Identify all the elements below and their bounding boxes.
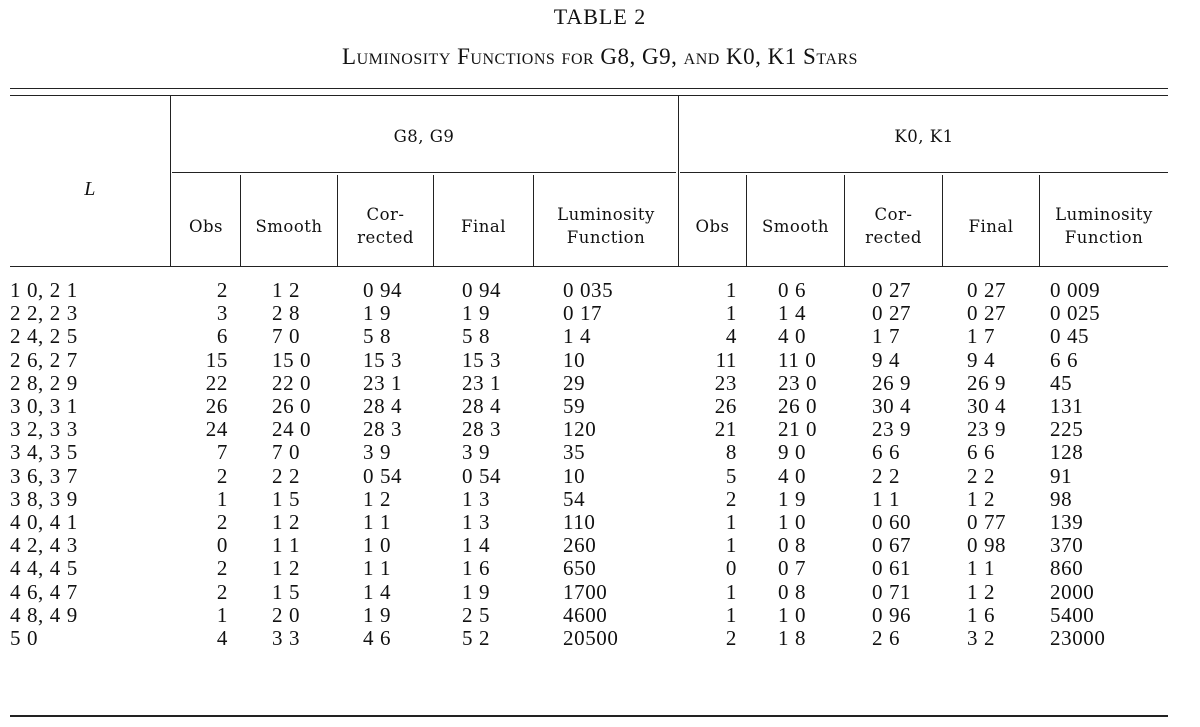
cell-k-final: 0 27 [967, 301, 1007, 326]
header-g-luminosity-line2: Function [566, 228, 646, 247]
cell-k-smooth: 1 4 [778, 301, 807, 326]
top-rule-2 [10, 95, 1168, 96]
cell-g-luminosity: 0 035 [563, 278, 614, 302]
cell-g-corrected: 1 9 [363, 602, 392, 627]
header-k-final: Final [968, 217, 1014, 236]
cell-k-obs: 1 [725, 278, 737, 302]
cell-k-smooth: 0 7 [778, 556, 807, 581]
cell-g-obs: 22 [205, 370, 228, 395]
cell-L: 2 8, 2 9 [10, 370, 78, 395]
cell-g-corrected: 1 9 [363, 301, 392, 326]
cell-g-corrected: 3 9 [363, 440, 392, 465]
header-g-smooth: Smooth [255, 217, 323, 236]
cell-g-final: 1 3 [462, 510, 491, 534]
cell-g-final: 23 1 [462, 370, 502, 395]
cell-k-luminosity: 91 [1050, 463, 1073, 488]
cell-k-smooth: 21 0 [778, 417, 818, 442]
table-row [0, 581, 1200, 604]
cell-k-corrected: 0 27 [872, 301, 912, 326]
cell-g-smooth: 1 1 [272, 533, 301, 558]
cell-g-corrected: 1 4 [363, 579, 392, 604]
cell-g-smooth: 2 8 [272, 301, 301, 326]
cell-k-corrected: 1 7 [872, 324, 901, 349]
cell-g-corrected: 28 3 [363, 417, 403, 442]
header-bottom-rule [10, 266, 1168, 267]
cell-g-smooth: 1 2 [272, 510, 301, 534]
cell-g-corrected: 15 3 [363, 347, 403, 372]
cell-k-corrected: 0 96 [872, 602, 912, 627]
cell-k-obs: 1 [725, 579, 737, 604]
header-g-final: Final [461, 217, 506, 236]
cell-g-final: 5 2 [462, 626, 491, 650]
header-g-corrected-line2: rected [357, 228, 414, 247]
cell-k-luminosity: 0 025 [1050, 301, 1101, 326]
cell-k-smooth: 0 6 [778, 278, 807, 302]
cell-g-smooth: 1 2 [272, 556, 301, 581]
cell-k-corrected: 23 9 [872, 417, 912, 442]
divider-L [170, 96, 171, 267]
cell-g-smooth: 26 0 [272, 394, 312, 418]
top-rule-1 [10, 88, 1168, 89]
cell-g-obs: 24 [205, 417, 228, 442]
cell-g-final: 15 3 [462, 347, 502, 372]
header-k-luminosity [1040, 203, 1168, 249]
cell-k-luminosity: 0 009 [1050, 278, 1101, 302]
cell-k-obs: 1 [725, 533, 737, 558]
cell-L: 3 4, 3 5 [10, 440, 78, 465]
cell-g-smooth: 1 5 [272, 579, 301, 604]
cell-k-smooth: 9 0 [778, 440, 807, 465]
cell-k-corrected: 0 61 [872, 556, 912, 581]
cell-k-luminosity: 128 [1050, 440, 1084, 465]
cell-k-final: 9 4 [967, 347, 996, 372]
cell-g-final: 1 6 [462, 556, 491, 581]
cell-k-luminosity: 6 6 [1050, 347, 1079, 372]
header-k-smooth: Smooth [761, 217, 830, 236]
cell-g-obs: 0 [216, 533, 228, 558]
cell-k-luminosity: 860 [1050, 556, 1084, 581]
table-row [0, 441, 1200, 464]
cell-g-corrected: 5 8 [363, 324, 392, 349]
cell-k-smooth: 23 0 [778, 370, 818, 395]
cell-g-luminosity: 110 [563, 510, 596, 534]
table-row [0, 627, 1200, 650]
cell-g-luminosity: 29 [563, 370, 586, 395]
cell-k-obs: 0 [725, 556, 737, 581]
table-row [0, 557, 1200, 580]
cell-k-obs: 1 [725, 301, 737, 326]
cell-k-luminosity: 139 [1050, 510, 1084, 534]
cell-k-corrected: 30 4 [872, 394, 912, 418]
cell-L: 2 4, 2 5 [10, 324, 78, 349]
cell-g-smooth: 22 0 [272, 370, 312, 395]
header-g-luminosity-line1: Luminosity [557, 205, 655, 224]
table-row [0, 349, 1200, 372]
cell-k-obs: 26 [714, 394, 737, 418]
header-g-corrected-line1: Cor- [366, 205, 405, 224]
cell-k-final: 2 2 [967, 463, 996, 488]
cell-k-luminosity: 225 [1050, 417, 1084, 442]
cell-k-final: 1 7 [967, 324, 996, 349]
cell-k-luminosity: 23000 [1050, 626, 1106, 650]
cell-g-obs: 1 [216, 486, 228, 511]
cell-k-smooth: 4 0 [778, 463, 807, 488]
header-group-g: G8, G9 [393, 127, 455, 146]
cell-g-smooth: 7 0 [272, 324, 301, 349]
cell-g-smooth: 7 0 [272, 440, 301, 465]
table-title: Luminosity Functions for G8, G9, and K0, K1 Stars [342, 44, 858, 69]
cell-g-luminosity: 1 4 [563, 324, 592, 349]
cell-k-final: 1 6 [967, 602, 996, 627]
cell-k-smooth: 1 0 [778, 510, 807, 534]
cell-k-final: 23 9 [967, 417, 1007, 442]
cell-k-corrected: 6 6 [872, 440, 901, 465]
cell-k-luminosity: 131 [1050, 394, 1084, 418]
cell-k-corrected: 26 9 [872, 370, 912, 395]
table-row [0, 279, 1200, 302]
table-row [0, 325, 1200, 348]
cell-g-final: 3 9 [462, 440, 491, 465]
cell-g-corrected: 1 2 [363, 486, 392, 511]
table-row [0, 302, 1200, 325]
cell-k-luminosity: 45 [1050, 370, 1073, 395]
cell-k-smooth: 26 0 [778, 394, 818, 418]
cell-k-obs: 11 [715, 347, 737, 372]
cell-L: 5 0 [10, 626, 39, 650]
cell-g-luminosity: 4600 [563, 602, 608, 627]
cell-g-corrected: 1 1 [363, 556, 392, 581]
cell-g-final: 28 4 [462, 394, 502, 418]
cell-g-luminosity: 1700 [563, 579, 608, 604]
cell-L: 3 8, 3 9 [10, 486, 78, 511]
group-rule-g [172, 172, 676, 173]
cell-g-smooth: 3 3 [272, 626, 301, 650]
cell-k-obs: 1 [725, 602, 737, 627]
cell-k-final: 0 27 [967, 278, 1007, 302]
cell-g-final: 0 54 [462, 463, 502, 488]
cell-g-luminosity: 10 [563, 347, 586, 372]
cell-g-final: 5 8 [462, 324, 491, 349]
cell-g-corrected: 28 4 [363, 394, 403, 418]
cell-k-obs: 8 [725, 440, 737, 465]
cell-k-obs: 1 [725, 510, 737, 534]
cell-g-obs: 4 [216, 626, 228, 650]
cell-k-obs: 2 [725, 486, 737, 511]
cell-k-smooth: 1 9 [778, 486, 807, 511]
cell-k-smooth: 0 8 [778, 533, 807, 558]
cell-g-luminosity: 54 [563, 486, 586, 511]
header-k-luminosity-line1: Luminosity [1055, 205, 1153, 224]
cell-g-corrected: 1 1 [363, 510, 392, 534]
header-k-corrected-line2: rected [865, 228, 922, 247]
cell-L: 4 0, 4 1 [10, 510, 78, 534]
cell-k-corrected: 2 6 [872, 626, 901, 650]
cell-g-luminosity: 20500 [563, 626, 619, 650]
cell-g-final: 1 9 [462, 301, 491, 326]
cell-g-obs: 7 [216, 440, 228, 465]
cell-k-final: 1 2 [967, 579, 996, 604]
cell-L: 3 2, 3 3 [10, 417, 78, 442]
cell-k-corrected: 0 67 [872, 533, 912, 558]
cell-k-corrected: 0 60 [872, 510, 912, 534]
cell-g-smooth: 1 2 [272, 278, 301, 302]
cell-k-final: 30 4 [967, 394, 1007, 418]
cell-L: 2 6, 2 7 [10, 347, 78, 372]
cell-g-obs: 2 [216, 278, 228, 302]
cell-g-final: 1 9 [462, 579, 491, 604]
cell-L: 4 8, 4 9 [10, 602, 78, 627]
cell-k-final: 0 77 [967, 510, 1007, 534]
header-g-obs: Obs [188, 217, 224, 236]
cell-k-obs: 5 [725, 463, 737, 488]
cell-g-luminosity: 0 17 [563, 301, 603, 326]
cell-g-smooth: 1 5 [272, 486, 301, 511]
header-k-obs: Obs [695, 217, 730, 236]
cell-g-smooth: 2 2 [272, 463, 301, 488]
cell-k-obs: 23 [714, 370, 737, 395]
header-group-k: K0, K1 [894, 127, 954, 146]
table-row [0, 511, 1200, 534]
cell-k-luminosity: 2000 [1050, 579, 1095, 604]
cell-g-obs: 6 [216, 324, 228, 349]
cell-g-luminosity: 10 [563, 463, 586, 488]
cell-g-corrected: 0 94 [363, 278, 403, 302]
header-k-corrected-line1: Cor- [874, 205, 913, 224]
cell-k-smooth: 1 8 [778, 626, 807, 650]
cell-g-obs: 2 [216, 556, 228, 581]
cell-g-luminosity: 650 [563, 556, 597, 581]
table-caption: TABLE 2 [553, 4, 647, 29]
cell-g-luminosity: 120 [563, 417, 597, 442]
table-row [0, 604, 1200, 627]
cell-L: 2 2, 2 3 [10, 301, 78, 326]
cell-k-corrected: 0 71 [872, 579, 912, 604]
bottom-rule [10, 715, 1168, 717]
cell-g-obs: 15 [205, 347, 228, 372]
header-L: L [84, 178, 96, 200]
header-k-luminosity-line2: Function [1064, 228, 1144, 247]
cell-g-corrected: 23 1 [363, 370, 403, 395]
cell-k-corrected: 9 4 [872, 347, 901, 372]
table-row [0, 395, 1200, 418]
cell-k-luminosity: 0 45 [1050, 324, 1090, 349]
cell-g-final: 1 4 [462, 533, 491, 558]
cell-k-final: 26 9 [967, 370, 1007, 395]
cell-k-corrected: 2 2 [872, 463, 901, 488]
cell-k-corrected: 0 27 [872, 278, 912, 302]
header-k-corrected [845, 203, 942, 249]
cell-k-corrected: 1 1 [872, 486, 901, 511]
cell-L: 4 2, 4 3 [10, 533, 78, 558]
cell-k-final: 3 2 [967, 626, 996, 650]
cell-g-luminosity: 35 [563, 440, 586, 465]
cell-L: 4 4, 4 5 [10, 556, 78, 581]
cell-k-final: 0 98 [967, 533, 1007, 558]
table-row [0, 465, 1200, 488]
divider-groups [678, 96, 679, 267]
cell-g-obs: 3 [216, 301, 228, 326]
cell-g-final: 1 3 [462, 486, 491, 511]
cell-L: 3 0, 3 1 [10, 394, 78, 418]
cell-k-final: 1 2 [967, 486, 996, 511]
cell-g-corrected: 4 6 [363, 626, 392, 650]
cell-g-smooth: 24 0 [272, 417, 312, 442]
cell-g-final: 28 3 [462, 417, 502, 442]
cell-g-obs: 2 [216, 510, 228, 534]
cell-g-obs: 26 [205, 394, 228, 418]
cell-L: 1 0, 2 1 [10, 278, 78, 302]
cell-g-final: 2 5 [462, 602, 491, 627]
cell-k-final: 1 1 [967, 556, 996, 581]
table-row [0, 488, 1200, 511]
cell-k-smooth: 11 0 [778, 347, 817, 372]
cell-k-final: 6 6 [967, 440, 996, 465]
cell-k-obs: 4 [725, 324, 737, 349]
cell-g-corrected: 0 54 [363, 463, 403, 488]
cell-g-final: 0 94 [462, 278, 502, 302]
header-g-luminosity [534, 203, 678, 249]
table-row [0, 418, 1200, 441]
table-row [0, 534, 1200, 557]
group-rule-k [680, 172, 1168, 173]
cell-L: 3 6, 3 7 [10, 463, 78, 488]
cell-g-smooth: 2 0 [272, 602, 301, 627]
cell-k-obs: 2 [725, 626, 737, 650]
cell-k-luminosity: 5400 [1050, 602, 1095, 627]
cell-k-smooth: 1 0 [778, 602, 807, 627]
header-g-corrected [338, 203, 433, 249]
cell-g-smooth: 15 0 [272, 347, 312, 372]
cell-k-obs: 21 [714, 417, 737, 442]
cell-g-corrected: 1 0 [363, 533, 392, 558]
cell-g-obs: 1 [216, 602, 228, 627]
cell-k-luminosity: 370 [1050, 533, 1084, 558]
cell-g-luminosity: 260 [563, 533, 597, 558]
table-row [0, 372, 1200, 395]
cell-g-obs: 2 [216, 463, 228, 488]
cell-k-smooth: 4 0 [778, 324, 807, 349]
cell-k-smooth: 0 8 [778, 579, 807, 604]
cell-g-luminosity: 59 [563, 394, 586, 418]
cell-k-luminosity: 98 [1050, 486, 1073, 511]
cell-g-obs: 2 [216, 579, 228, 604]
cell-L: 4 6, 4 7 [10, 579, 78, 604]
